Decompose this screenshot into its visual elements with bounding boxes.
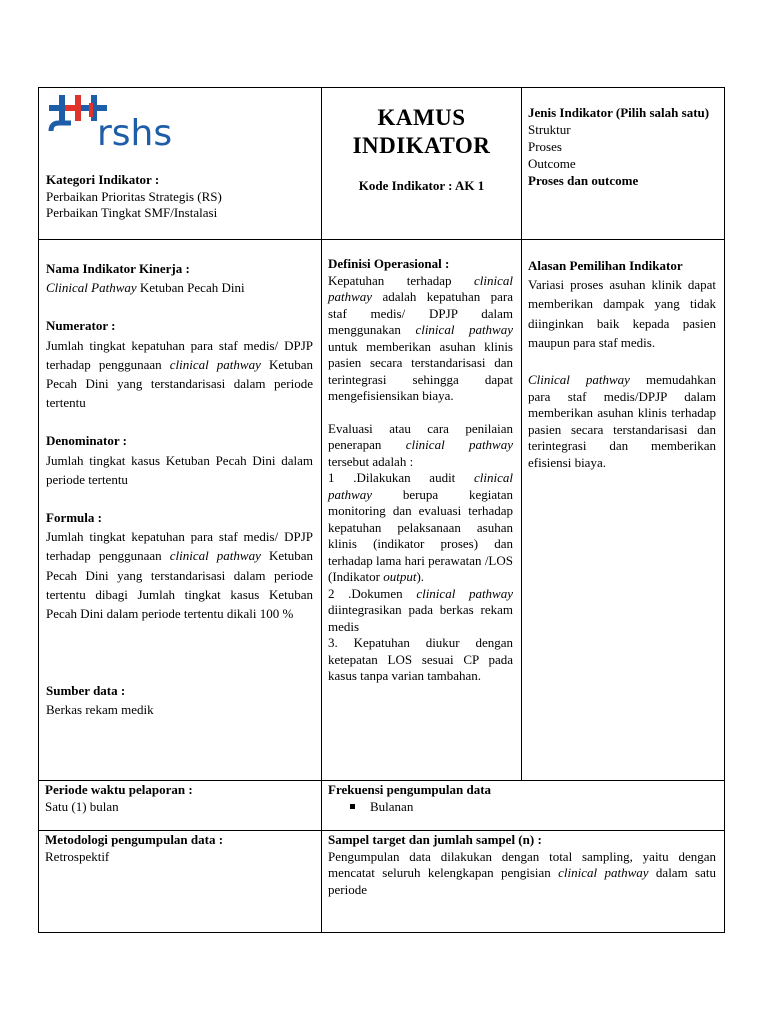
formula-text: Jumlah tingkat kepatuhan para staf medis/ DPJP terhadap penggunaan clinical pathway Ketuban Pecah Dini yang terstandarisasi dalam periode tertentu dibagi Jumlah tingkat kasus Ketuban Pecah Dini dalam periode tertentu dikali 100 % [46,529,314,622]
metodologi-label: Metodologi pengumpulan data : [45,832,224,847]
sampel-cell [322,831,725,933]
denominator-label: Denominator : [46,433,128,449]
title-line-1: KAMUS [377,105,466,130]
denominator-text: Jumlah tingkat kasus Ketuban Pecah Dini dalam periode tertentu [46,452,313,487]
header-left-cell [39,88,322,240]
periode-cell [39,781,322,831]
sumber-label: Sumber data : [46,683,126,699]
sampel-text: Pengumpulan data dilakukan dengan total sampling, yaitu dengan mencatat seluruh kelengkapan pengisian clinical pathway dalam satu periode [328,848,716,897]
jenis-option-struktur: Struktur [528,122,571,137]
clinical-pathway-text: Clinical pathway memudahkan para staf medis/DPJP dalam memberikan asuhan klinis terhadap pasien secara terstandarisasi dan terintegrasi dan memberikan efisiensi biaya. [528,372,716,470]
alasan-label: Alasan Pemilihan Indikator [528,258,683,273]
nama-italic: Clinical Pathway [46,280,137,296]
left-detail-cell [39,240,322,781]
indicator-table [38,87,725,933]
logo-text: rshs [97,113,173,153]
nama-indikator [46,278,313,297]
numerator-text: Jumlah tingkat kepatuhan para staf medis/ DPJP terhadap penggunaan clinical pathway Ketuban Pecah Dini yang terstandarisasi dalam periode tertentu [46,337,314,411]
rshs-logo [45,93,215,153]
middle-detail-cell [322,240,522,781]
kategori-block [46,172,222,222]
kategori-line-1: Perbaikan Prioritas Strategis (RS) [46,188,222,204]
evaluasi-text: Evaluasi atau cara penilaian penerapan clinical pathway tersebut adalah : [328,420,513,469]
sampel-label: Sampel target dan jumlah sampel (n) : [328,832,542,847]
definisi-text: Kepatuhan terhadap clinical pathway adalah kepatuhan para staf medis/ DPJP dalam menggunakan clinical pathway untuk memberikan asuhan klinis pasien secara terstandarisasi dan terintegrasi sehingga dapat mengefisiensikan biaya. [328,272,513,403]
periode-label: Periode waktu pelaporan : [45,782,193,797]
jenis-selected: Proses dan outcome [528,173,639,188]
formula-label: Formula : [46,510,102,526]
frekuensi-item: Bulanan [328,799,716,816]
header-jenis-cell [522,88,725,240]
kode-indikator: Kode Indikator : AK 1 [358,178,485,193]
evaluasi-item-3: 3. Kepatuhan diukur dengan ketepatan LOS sesuai CP pada kasus tanpa varian tambahan. [328,635,513,683]
numerator-label: Numerator : [46,318,116,334]
metodologi-cell [39,831,322,933]
header-title-cell [322,88,522,240]
right-detail-cell [522,240,725,781]
evaluasi-item-1: 1 .Dilakukan audit clinical pathway berupa kegiatan monitoring dan evaluasi terhadap kepatuhan pelaksanaan asuhan klinis (indikator proses) dan terhadap lama hari perawatan /LOS (Indikator output). [328,470,513,584]
jenis-option-outcome: Outcome [528,156,576,171]
frekuensi-label: Frekuensi pengumpulan data [328,782,492,797]
bullet-icon [350,804,355,809]
metodologi-value: Retrospektif [45,848,110,864]
jenis-label: Jenis Indikator (Pilih salah satu) [528,105,710,120]
jenis-option-proses: Proses [528,139,562,154]
nama-label: Nama Indikator Kinerja : [46,261,190,276]
definisi-label: Definisi Operasional : [328,256,450,271]
frekuensi-cell [322,781,725,831]
kategori-line-2: Perbaikan Tingkat SMF/Instalasi [46,205,218,220]
nama-rest: Ketuban Pecah Dini [136,280,245,296]
kategori-label: Kategori Indikator : [46,172,160,187]
title-line-2: INDIKATOR [352,133,491,158]
evaluasi-item-2: 2 .Dokumen clinical pathway diintegrasikan pada berkas rekam medis [328,585,513,634]
alasan-text: Variasi proses asuhan klinik dapat memberikan dampak yang tidak diinginkan baik kepada pasien maupun para staf medis. [528,277,716,350]
sumber-text: Berkas rekam medik [46,702,154,718]
periode-value: Satu (1) bulan [45,798,119,814]
